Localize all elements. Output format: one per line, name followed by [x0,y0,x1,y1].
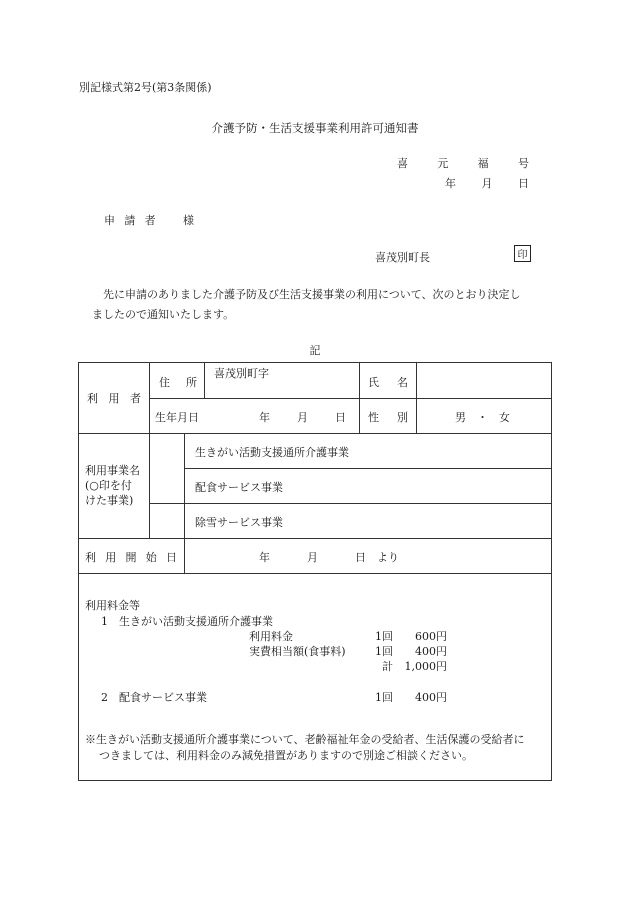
user-label: 利 用 者 [87,392,141,405]
ki-heading: 記 [309,344,321,357]
sex-value: 男 ・ 女 [455,411,510,424]
form-number: 別記様式第2号(第3条関係) [79,81,212,94]
reference-char: 号 [517,157,529,170]
birthdate-value: 年 月 日 [259,411,346,424]
name-label: 氏 名 [368,376,408,389]
reference-number [397,155,529,171]
reference-char: 福 [477,157,489,170]
services-label: 利用事業名 (○印を付 けた事業) [85,464,140,507]
sex-label: 性 別 [368,411,408,424]
fee-total-amount: 1,000円 [404,660,447,673]
addressee-char: 請 [124,214,136,227]
name-field[interactable] [424,367,544,393]
issue-date [445,175,529,191]
row-divider [79,573,552,574]
addressee [104,212,194,228]
note-line-2: つきましては、利用料金のみ減免措置がありますので別途ご相談ください。 [99,749,473,762]
birthdate-label: 生年月日 [155,411,199,424]
start-date-label: 利 用 開 始 日 [85,551,177,564]
address-label: 住 所 [159,376,197,389]
date-char: 日 [518,177,529,190]
notice-line-2: ましたので通知いたします。 [92,308,235,321]
fee-label: 実費相当額(食事料) [249,645,346,658]
column-divider [416,363,417,433]
service-check-1[interactable] [153,437,181,467]
fee-amount: 400円 [415,645,447,658]
start-date-value: 年 月 日 [259,551,366,564]
fee-total-label: 計 [382,660,393,673]
details-table [78,362,552,781]
service-check-3[interactable] [153,507,181,537]
addressee-char: 申 [104,214,115,227]
issuer-name: 喜茂別町長 [375,251,430,264]
reference-char: 喜 [397,157,408,170]
fee-unit: 1回 [375,691,393,704]
column-divider [184,433,185,573]
fees-heading: 利用料金等 [85,599,140,612]
service-option-2: 配食サービス事業 [195,481,283,494]
document-title: 介護予防・生活支援事業利用許可通知書 [211,121,419,135]
fee-amount: 400円 [415,691,447,704]
notice-line-1: 先に申請のありました介護予防及び生活支援事業の利用について、次のとおり決定し [103,288,521,301]
notice-body [92,285,554,325]
service-check-2[interactable] [153,472,181,502]
row-divider [79,538,552,539]
addressee-honorific: 様 [182,214,194,227]
fees-item-1-title: 1 生きがい活動支援通所介護事業 [101,615,273,628]
column-divider [359,363,360,433]
column-divider [204,363,205,398]
addressee-char: 者 [144,214,156,227]
fees-item-2-title: 2 配食サービス事業 [101,691,207,704]
reference-char: 元 [437,157,449,170]
row-divider [149,398,552,399]
seal-char: 印 [517,250,528,261]
date-char: 年 [445,177,456,190]
fee-label: 利用料金 [249,630,293,643]
column-divider [149,363,150,538]
row-divider [149,503,552,504]
service-option-3: 除雪サービス事業 [195,516,283,529]
seal-stamp [514,245,531,262]
date-char: 月 [481,177,493,190]
fee-amount: 600円 [415,630,447,643]
service-option-1: 生きがい活動支援通所介護事業 [195,446,349,459]
address-value: 喜茂別町字 [214,367,269,380]
note-line-1: ※生きがい活動支援通所介護事業について、老齢福祉年金の受給者、生活保護の受給者に [85,733,525,746]
row-divider [184,468,552,469]
start-date-suffix: より [377,551,399,564]
fee-unit: 1回 [375,630,393,643]
fee-unit: 1回 [375,645,393,658]
